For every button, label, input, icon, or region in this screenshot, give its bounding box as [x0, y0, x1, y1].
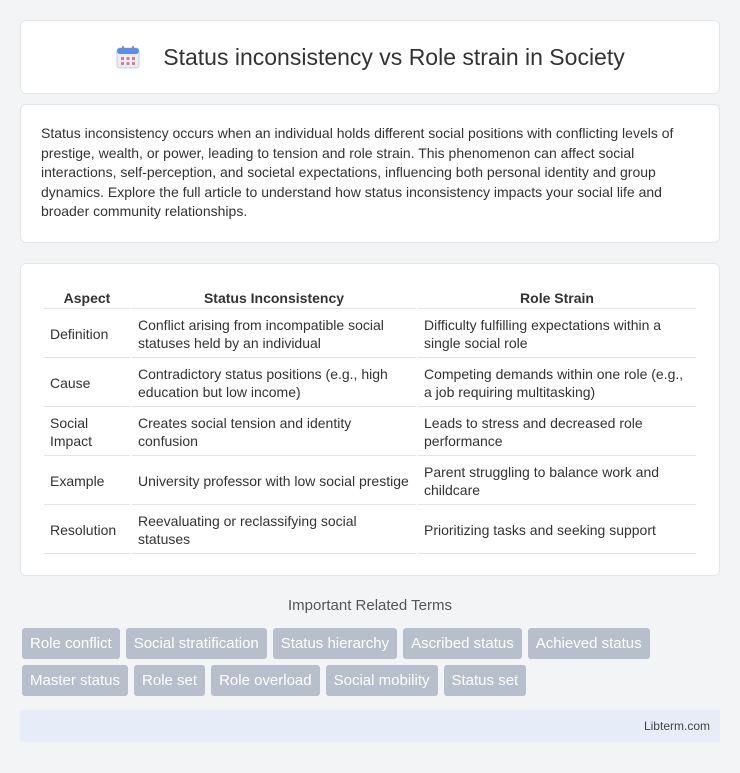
intro-card — [20, 104, 720, 243]
header-role-strain: Role Strain — [418, 286, 696, 309]
row-aspect: Cause — [44, 360, 130, 407]
tag-role-conflict[interactable]: Role conflict — [22, 628, 120, 659]
footer-site-link[interactable]: Libterm.com — [643, 719, 710, 733]
row-aspect: Example — [44, 458, 130, 505]
row-role-strain: Difficulty fulfilling expectations within a single social role — [418, 311, 696, 358]
row-aspect: Resolution — [44, 507, 130, 554]
row-status-inconsistency: Contradictory status positions (e.g., high education but low income) — [132, 360, 416, 407]
row-role-strain: Leads to stress and decreased role performance — [418, 409, 696, 456]
header-status-inconsistency: Status Inconsistency — [132, 286, 416, 309]
tag-role-overload[interactable]: Role overload — [211, 665, 320, 696]
table-row — [44, 311, 696, 358]
tag-role-set[interactable]: Role set — [134, 665, 205, 696]
header-card — [20, 20, 720, 94]
row-aspect: Social Impact — [44, 409, 130, 456]
table-row — [44, 360, 696, 407]
tag-status-set[interactable]: Status set — [444, 665, 527, 696]
tag-social-stratification[interactable]: Social stratification — [126, 628, 267, 659]
related-terms-tags — [22, 628, 722, 702]
row-role-strain: Parent struggling to balance work and childcare — [418, 458, 696, 505]
related-terms-title: Important Related Terms — [288, 597, 452, 614]
row-role-strain: Competing demands within one role (e.g., a job requiring multitasking) — [418, 360, 696, 407]
table-row — [44, 458, 696, 505]
footer — [20, 710, 720, 742]
calendar-icon — [115, 44, 141, 70]
tag-social-mobility[interactable]: Social mobility — [326, 665, 438, 696]
tag-status-hierarchy[interactable]: Status hierarchy — [273, 628, 397, 659]
row-status-inconsistency: Creates social tension and identity confusion — [132, 409, 416, 456]
tag-row-1 — [22, 628, 722, 659]
row-status-inconsistency: Conflict arising from incompatible social statuses held by an individual — [132, 311, 416, 358]
table-row — [44, 409, 696, 456]
intro-text: Status inconsistency occurs when an individual holds different social positions with conflicting levels of prestige, wealth, or power, leading to tension and role strain. This phenomenon can affect social interactions, self-perception, and societal expectations, influencing both personal identity and group dynamics. Explore the full article to understand how status inconsistency impacts your social life and broader community relationships. — [41, 125, 674, 220]
comparison-table — [42, 284, 698, 556]
row-role-strain: Prioritizing tasks and seeking support — [418, 507, 696, 554]
row-status-inconsistency: University professor with low social prestige — [132, 458, 416, 505]
tag-master-status[interactable]: Master status — [22, 665, 128, 696]
tag-row-2 — [22, 665, 722, 696]
row-aspect: Definition — [44, 311, 130, 358]
comparison-table-card — [20, 263, 720, 576]
table-row — [44, 507, 696, 554]
row-status-inconsistency: Reevaluating or reclassifying social statuses — [132, 507, 416, 554]
page-title: Status inconsistency vs Role strain in Society — [163, 43, 625, 70]
tag-achieved-status[interactable]: Achieved status — [528, 628, 650, 659]
tag-ascribed-status[interactable]: Ascribed status — [403, 628, 522, 659]
table-header-row — [44, 286, 696, 309]
header-aspect: Aspect — [44, 286, 130, 309]
